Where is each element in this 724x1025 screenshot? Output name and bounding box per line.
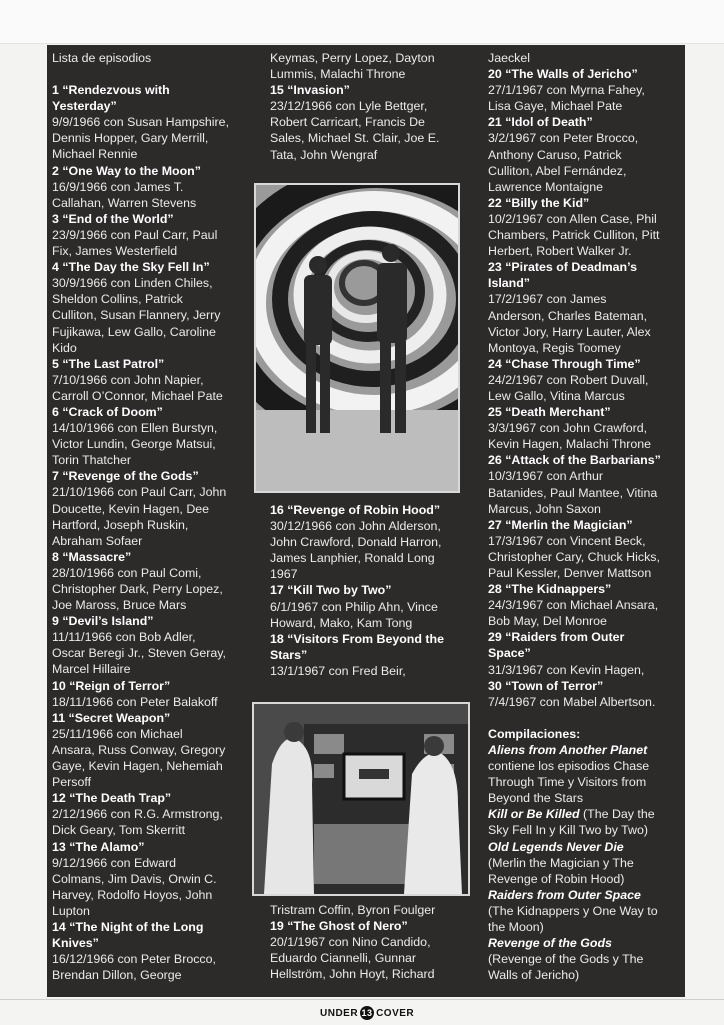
- episode-details: 1967: [270, 567, 298, 582]
- control-room-photo: [252, 702, 470, 896]
- episode-details: Dennis Hopper, Gary Merrill,: [52, 131, 209, 146]
- episode-entry: [270, 631, 468, 679]
- episode-details: 17/2/1967 con James: [488, 292, 607, 307]
- compilation-first-line: [488, 742, 683, 758]
- episode-title: 25 “Death Merchant”: [488, 405, 611, 420]
- compilation-title: Aliens from Another Planet: [488, 742, 648, 757]
- episode-title: 4 “The Day the Sky Fell In”: [52, 260, 210, 275]
- column-2-middle: [270, 502, 468, 679]
- episode-details: 16/9/1966 con James T.: [52, 179, 184, 194]
- episode-title: Yesterday”: [52, 99, 117, 114]
- episode-list-panel: [47, 45, 685, 997]
- time-tunnel-image: [256, 185, 458, 491]
- compilation-first-line: [488, 839, 683, 855]
- episode-entry: [488, 259, 683, 356]
- episode-details: 2/12/1966 con R.G. Armstrong,: [52, 807, 223, 822]
- episode-details: Lummis, Malachi Throne: [270, 67, 406, 82]
- episode-title: 26 “Attack of the Barbarians”: [488, 453, 661, 468]
- episode-entry: [52, 839, 247, 919]
- episode-entry: [488, 50, 683, 66]
- episode-details: 28/10/1966 con Paul Comi,: [52, 565, 202, 580]
- episode-details: Jaeckel: [488, 51, 531, 65]
- compilation-desc: (Merlin the Magician y The: [488, 855, 634, 870]
- episode-details: 17/3/1967 con Vincent Beck,: [488, 533, 646, 548]
- episode-details: Culliton, Susan Flannery, Jerry: [52, 308, 221, 323]
- episode-list-3: [488, 50, 683, 710]
- episode-entry: [270, 502, 468, 582]
- episode-details: Carroll O’Connor, Michael Pate: [52, 388, 223, 403]
- episode-details: 31/3/1967 con Kevin Hagen,: [488, 662, 645, 677]
- episode-details: Bob May, Del Monroe: [488, 614, 607, 629]
- episode-entry: [52, 549, 247, 613]
- episode-details: Sales, Michael St. Clair, Joe E.: [270, 131, 440, 146]
- episode-details: Hellström, John Hoyt, Richard: [270, 967, 435, 982]
- episode-title: 22 “Billy the Kid”: [488, 195, 590, 210]
- episode-title: 21 “Idol of Death”: [488, 115, 593, 130]
- episode-title: 30 “Town of Terror”: [488, 678, 604, 693]
- control-room-image: [254, 704, 468, 894]
- episode-title: 9 “Devil’s Island”: [52, 614, 154, 629]
- compilation-first-line: [488, 806, 683, 822]
- episode-details: Anderson, Charles Bateman,: [488, 308, 648, 323]
- episode-details: 11/11/1966 con Bob Adler,: [52, 630, 196, 645]
- episode-details: 23/12/1966 con Lyle Bettger,: [270, 99, 428, 114]
- episode-details: Tata, John Wengraf: [270, 147, 378, 162]
- spacer: [52, 66, 247, 82]
- episode-details: 3/3/1967 con John Crawford,: [488, 421, 648, 436]
- episode-details: Fujikawa, Lew Gallo, Caroline: [52, 324, 216, 339]
- compilation-entry: [488, 742, 683, 806]
- compilation-first-line: [488, 887, 683, 903]
- episode-entry: [52, 259, 247, 356]
- column-2-bottom: [270, 902, 468, 982]
- episode-title: 6 “Crack of Doom”: [52, 404, 163, 419]
- episode-details: Colmans, Jim Davis, Orwin C.: [52, 871, 217, 886]
- episode-details: Abraham Sofaer: [52, 533, 143, 548]
- episode-entry: [52, 211, 247, 259]
- episode-details: 21/10/1966 con Paul Carr, John: [52, 485, 227, 500]
- episode-details: Chambers, Patrick Culliton, Pitt: [488, 228, 660, 243]
- episode-details: 7/4/1967 con Mabel Albertson.: [488, 694, 656, 709]
- episode-entry: [52, 468, 247, 548]
- column-1: [52, 50, 247, 983]
- page-top-margin: [0, 0, 724, 44]
- episode-details: Joe Maross, Bruce Mars: [52, 598, 187, 613]
- column-3: [488, 50, 683, 983]
- episode-details: Howard, Mako, Kam Tong: [270, 615, 413, 630]
- episode-title: 20 “The Walls of Jericho”: [488, 67, 638, 82]
- episode-details: Gaye, Kevin Hagen, Nehemiah: [52, 759, 223, 774]
- section-heading: Lista de episodios: [52, 51, 152, 65]
- compilation-desc: Beyond the Stars: [488, 791, 584, 806]
- episode-details: 27/1/1967 con Myrna Fahey,: [488, 83, 645, 98]
- spacer: [488, 710, 683, 726]
- compilations-heading: Compilaciones:: [488, 726, 581, 741]
- episode-entry: [488, 629, 683, 677]
- episode-title: Knives”: [52, 936, 99, 951]
- episode-details: 14/10/1966 con Ellen Burstyn,: [52, 421, 218, 436]
- episode-details: 6/1/1967 con Philip Ahn, Vince: [270, 599, 438, 614]
- episode-entry: [488, 678, 683, 710]
- compilation-entry: [488, 887, 683, 935]
- episode-details: 20/1/1967 con Nino Candido,: [270, 935, 431, 950]
- episode-details: Victor Jory, Harry Lauter, Alex: [488, 324, 651, 339]
- episode-details: James Lanphier, Ronald Long: [270, 551, 435, 566]
- episode-details: Dick Geary, Tom Skerritt: [52, 823, 186, 838]
- episode-details: Michael Rennie: [52, 147, 138, 162]
- episode-details: 13/1/1967 con Fred Beir,: [270, 663, 406, 678]
- episode-title: 5 “The Last Patrol”: [52, 356, 165, 371]
- compilation-desc: contiene los episodios Chase: [488, 759, 650, 774]
- episode-title: 2 “One Way to the Moon”: [52, 163, 201, 178]
- episode-details: 24/3/1967 con Michael Ansara,: [488, 598, 659, 613]
- compilation-desc: Revenge of Robin Hood): [488, 871, 625, 886]
- episode-list-2c: [270, 902, 468, 982]
- episode-title: 7 “Revenge of the Gods”: [52, 469, 199, 484]
- episode-details: Lew Gallo, Vitina Marcus: [488, 388, 625, 403]
- episode-details: Tristram Coffin, Byron Foulger: [270, 903, 436, 917]
- episode-details: 10/2/1967 con Allen Case, Phil: [488, 211, 657, 226]
- compilation-entry: [488, 839, 683, 887]
- compilation-entry: [488, 935, 683, 983]
- episode-title: 12 “The Death Trap”: [52, 791, 172, 806]
- episode-details: Callahan, Warren Stevens: [52, 195, 197, 210]
- episode-title: Space”: [488, 646, 531, 661]
- page-number: 13: [361, 1008, 373, 1018]
- episode-details: Robert Carricart, Francis De: [270, 115, 425, 130]
- episode-details: Lupton: [52, 903, 90, 918]
- episode-entry: [488, 195, 683, 259]
- episode-entry: [52, 710, 247, 790]
- episode-details: Kido: [52, 340, 77, 355]
- episode-title: Stars”: [270, 647, 308, 662]
- compilation-desc: (Revenge of the Gods y The: [488, 952, 644, 967]
- compilation-desc: (The Day the: [579, 807, 655, 822]
- episode-title: 19 “The Ghost of Nero”: [270, 919, 408, 934]
- episode-details: Sheldon Collins, Patrick: [52, 292, 183, 307]
- time-tunnel-photo: [254, 183, 460, 493]
- episode-title: 1 “Rendezvous with: [52, 83, 170, 98]
- episode-entry: [52, 613, 247, 677]
- episode-entry: [270, 82, 468, 162]
- episode-title: 14 “The Night of the Long: [52, 919, 204, 934]
- episode-entry: [52, 163, 247, 211]
- magazine-brand: [320, 1006, 414, 1020]
- episode-details: Anthony Caruso, Patrick: [488, 147, 622, 162]
- episode-details: 9/9/1966 con Susan Hampshire,: [52, 115, 230, 130]
- compilation-title: Old Legends Never Die: [488, 839, 624, 854]
- episode-entry: [488, 114, 683, 194]
- episode-title: 28 “The Kidnappers”: [488, 582, 612, 597]
- episode-entry: [488, 581, 683, 629]
- episode-details: 30/9/1966 con Linden Chiles,: [52, 276, 213, 291]
- episode-title: 3 “End of the World”: [52, 211, 174, 226]
- episode-details: Montoya, Regis Toomey: [488, 340, 621, 355]
- episode-entry: [488, 356, 683, 404]
- episode-details: 25/11/1966 con Michael: [52, 726, 183, 741]
- episode-details: Christopher Dark, Perry Lopez,: [52, 582, 223, 596]
- episode-details: Doucette, Kevin Hagen, Dee: [52, 501, 210, 516]
- episode-title: 13 “The Alamo”: [52, 839, 145, 854]
- episode-title: 18 “Visitors From Beyond the: [270, 631, 444, 646]
- episode-details: Persoff: [52, 775, 92, 790]
- episode-details: 3/2/1967 con Peter Brocco,: [488, 131, 639, 146]
- episode-details: 9/12/1966 con Edward: [52, 855, 176, 870]
- compilation-first-line: [488, 935, 683, 951]
- episode-details: Batanides, Paul Mantee, Vitina: [488, 485, 658, 500]
- compilations-list: [488, 742, 683, 983]
- episode-details: 24/2/1967 con Robert Duvall,: [488, 372, 649, 387]
- compilation-desc: Through Time y Visitors from: [488, 775, 647, 790]
- episode-details: Culliton, Abel Fernández,: [488, 163, 627, 178]
- episode-details: Herbert, Robert Walker Jr.: [488, 244, 632, 259]
- episode-details: Paul Kessler, Denver Mattson: [488, 566, 652, 580]
- episode-details: Brendan Dillon, George: [52, 968, 182, 983]
- episode-entry: [270, 918, 468, 982]
- episode-details: 16/12/1966 con Peter Brocco,: [52, 952, 216, 967]
- episode-entry: [52, 82, 247, 162]
- episode-title: 29 “Raiders from Outer: [488, 630, 625, 645]
- episode-title: Island”: [488, 276, 530, 291]
- episode-details: Oscar Beregi Jr., Steven Geray,: [52, 646, 226, 661]
- episode-entry: [52, 919, 247, 983]
- episode-details: Lisa Gaye, Michael Pate: [488, 99, 623, 114]
- episode-details: Marcus, John Saxon: [488, 501, 601, 516]
- episode-entry: [52, 356, 247, 404]
- episode-entry: [270, 582, 468, 630]
- episode-details: Kevin Hagen, Malachi Throne: [488, 437, 652, 452]
- episode-details: Keymas, Perry Lopez, Dayton: [270, 51, 435, 65]
- episode-title: 27 “Merlin the Magician”: [488, 517, 633, 532]
- episode-title: 24 “Chase Through Time”: [488, 356, 641, 371]
- episode-details: Victor Lundin, George Matsui,: [52, 437, 216, 452]
- episode-title: 15 “Invasion”: [270, 83, 350, 98]
- episode-entry: [52, 404, 247, 468]
- episode-details: 7/10/1966 con John Napier,: [52, 372, 204, 387]
- column-2: [270, 50, 468, 163]
- episode-title: 8 “Massacre”: [52, 549, 132, 564]
- episode-title: 11 “Secret Weapon”: [52, 710, 171, 725]
- episode-title: 10 “Reign of Terror”: [52, 678, 171, 693]
- episode-details: 23/9/1966 con Paul Carr, Paul: [52, 227, 218, 242]
- episode-entry: [488, 452, 683, 516]
- episode-details: Christopher Cary, Chuck Hicks,: [488, 549, 660, 564]
- episode-details: 30/12/1966 con John Alderson,: [270, 519, 441, 534]
- compilation-title: Kill or Be Killed: [488, 807, 580, 822]
- episode-list-2a: [270, 50, 468, 163]
- episode-details: Lawrence Montaigne: [488, 179, 604, 194]
- episode-entry: [488, 517, 683, 581]
- episode-entry: [52, 678, 247, 710]
- episode-entry: [52, 790, 247, 838]
- episode-entry: [488, 404, 683, 452]
- episode-details: Eduardo Ciannelli, Gunnar: [270, 951, 417, 966]
- episode-details: John Crawford, Donald Harron,: [270, 535, 442, 550]
- episode-details: 18/11/1966 con Peter Balakoff: [52, 694, 218, 709]
- episode-details: Torin Thatcher: [52, 453, 131, 468]
- episode-details: Fix, James Westerfield: [52, 244, 178, 259]
- episode-details: Ansara, Russ Conway, Gregory: [52, 742, 226, 757]
- compilation-desc: Sky Fell In y Kill Two by Two): [488, 823, 648, 838]
- episode-title: 17 “Kill Two by Two”: [270, 583, 392, 598]
- compilation-desc: (The Kidnappers y One Way to: [488, 903, 658, 918]
- episode-title: 23 “Pirates of Deadman’s: [488, 260, 637, 275]
- brand-right: COVER: [376, 1007, 415, 1019]
- episode-entry: [270, 902, 468, 918]
- episode-list-2b: [270, 502, 468, 679]
- compilation-desc: Walls of Jericho): [488, 968, 580, 983]
- episode-details: Hartford, Joseph Ruskin,: [52, 517, 189, 532]
- episode-title: 16 “Revenge of Robin Hood”: [270, 503, 441, 517]
- episode-details: 10/3/1967 con Arthur: [488, 469, 604, 484]
- episode-list-1: [52, 82, 247, 983]
- compilation-title: Raiders from Outer Space: [488, 887, 641, 902]
- compilation-desc: the Moon): [488, 919, 544, 934]
- episode-entry: [270, 50, 468, 82]
- brand-left: UNDER: [320, 1007, 359, 1019]
- episode-details: Harvey, Rodolfo Hoyos, John: [52, 887, 213, 902]
- episode-details: Marcel Hillaire: [52, 662, 131, 677]
- compilation-entry: [488, 806, 683, 838]
- compilation-title: Revenge of the Gods: [488, 936, 612, 951]
- episode-entry: [488, 66, 683, 114]
